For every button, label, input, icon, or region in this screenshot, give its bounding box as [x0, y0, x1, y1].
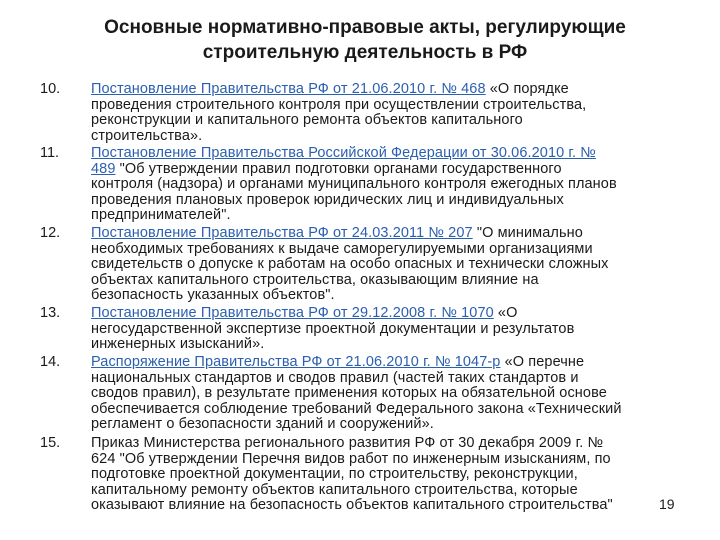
item-text-fragment: «О порядке [485, 81, 569, 97]
item-text-fragment: «О перечне [500, 354, 585, 370]
item-text [91, 146, 671, 224]
item-line: безопасность указанных объектов". [91, 287, 335, 303]
item-line [91, 226, 671, 242]
item-line [91, 82, 671, 98]
item-line: национальных стандартов и сводов правил (частей таких стандартов и [91, 369, 579, 386]
item-line: проведения строительного контроля при осуществлении строительства, [91, 96, 587, 113]
item-line: реконструкции и капитального ремонта объектов капитального [91, 112, 523, 128]
act-link[interactable]: Постановление Правительства РФ от 29.12.2008 г. № 1070 [91, 305, 494, 321]
item-line: 624 "Об утверждении Перечня видов работ по инженерным изысканиям, по [91, 450, 611, 467]
item-text-fragment: "О минимально [472, 225, 583, 241]
act-link[interactable]: Распоряжение Правительства РФ от 21.06.2010 г. № 1047-р [91, 354, 501, 370]
item-line [91, 306, 671, 322]
item-number: 13. [40, 305, 61, 321]
item-line: контроля (надзора) и органами муниципального контроля ежегодных планов [91, 176, 617, 192]
item-text [91, 226, 671, 304]
item-text [91, 436, 671, 514]
item-line: объектах капитального строительства, оказывающим влияние на [91, 271, 539, 288]
item-number: 11. [40, 145, 60, 161]
item-line: предпринимателей". [91, 207, 231, 223]
item-line: свидетельств о допуске к работам на особо опасных и технически сложных [91, 256, 609, 272]
item-line: строительства». [91, 127, 203, 144]
item-text-fragment: «О [493, 305, 518, 321]
item-text [91, 355, 671, 433]
item-line [91, 355, 671, 371]
title-line-2: строительную деятельность в РФ [202, 42, 528, 63]
item-line: необходимых требованиях к выдаче саморегулируемыми организациями [91, 240, 593, 257]
item-line: проведения плановых проверок юридических лиц и индивидуальных [91, 191, 564, 208]
item-line [91, 146, 671, 162]
item-number: 15. [40, 435, 61, 451]
page-number: 19 [659, 496, 675, 512]
act-link-continued[interactable]: 489 [91, 160, 116, 177]
item-line: оказывают влияние на безопасность объектов капитального строительства" [91, 497, 613, 513]
item-text [91, 82, 671, 144]
item-text-fragment: "Об утверждении правил подготовки органами государственного [115, 160, 562, 177]
item-line: сводов правил), в результате применения которых на обязательной основе [91, 385, 607, 401]
item-line: капитальному ремонту объектов капитального строительства, которые [91, 481, 578, 498]
item-line: обеспечивается соблюдение требований Федерального закона «Технический [91, 400, 622, 417]
act-link[interactable]: Постановление Правительства РФ от 21.06.2010 г. № 468 [91, 81, 486, 97]
item-line: негосударственной экспертизе проектной документации и результатов [91, 320, 575, 337]
item-line: инженерных изысканий». [91, 336, 265, 352]
act-link[interactable]: Постановление Правительства Российской Федерации от 30.06.2010 г. № [91, 145, 596, 161]
item-line: подготовке проектной документации, по строительству, реконструкции, [91, 466, 578, 482]
item-line [91, 162, 671, 178]
item-number: 12. [40, 225, 61, 241]
item-line: Приказ Министерства регионального развития РФ от 30 декабря 2009 г. № [91, 435, 604, 451]
item-number: 10. [40, 81, 61, 97]
title-line-1: Основные нормативно-правовые акты, регулирующие [104, 17, 626, 38]
item-number: 14. [40, 354, 61, 370]
item-text [91, 306, 671, 353]
item-line: регламент о безопасности зданий и сооружений». [91, 416, 434, 432]
act-link[interactable]: Постановление Правительства РФ от 24.03.2011 № 207 [91, 225, 473, 241]
